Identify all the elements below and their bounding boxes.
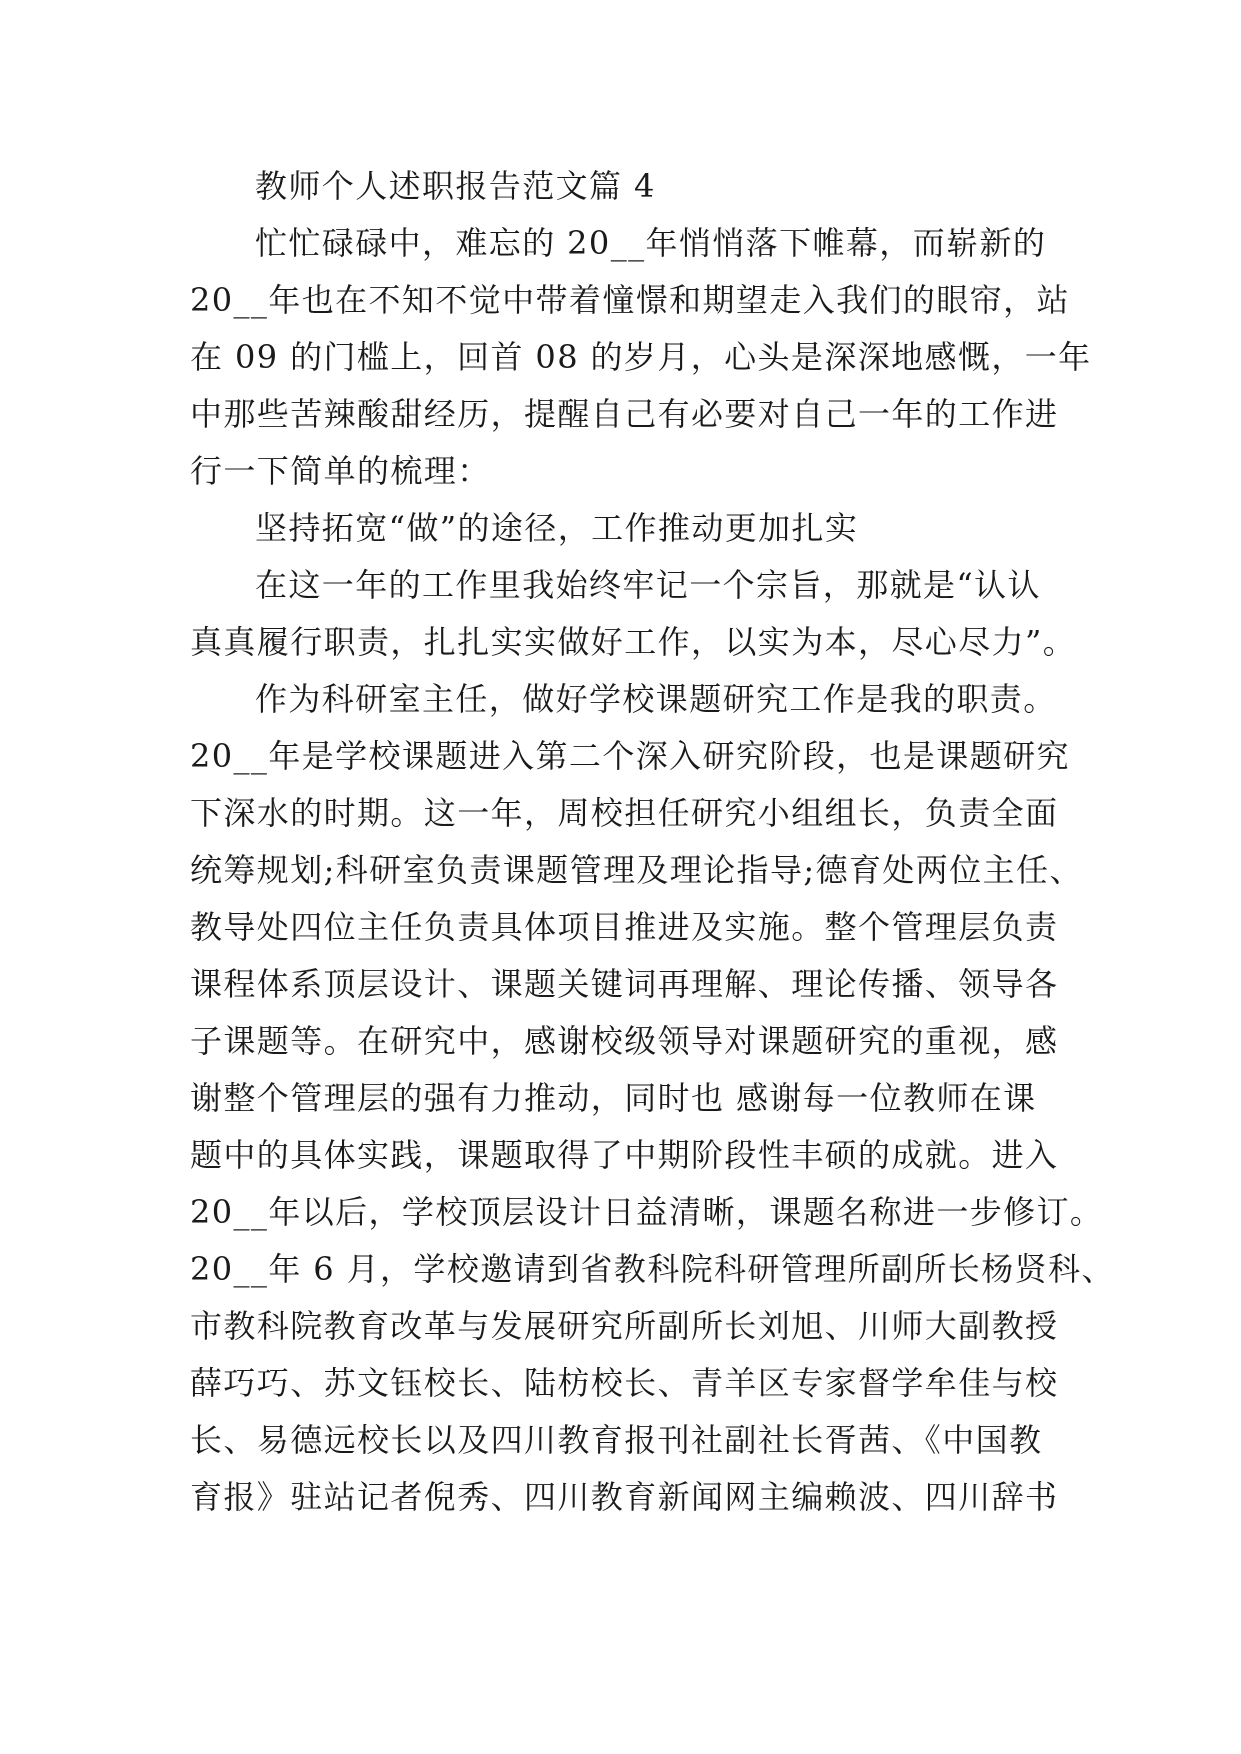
text-line: 20__年也在不知不觉中带着憧憬和期望走入我们的眼帘，站: [190, 281, 1070, 319]
text-line: 下深水的时期。这一年，周校担任研究小组组长，负责全面: [190, 794, 1059, 832]
text-line: 谢整个管理层的强有力推动，同时也 感谢每一位教师在课: [190, 1079, 1037, 1117]
document-title: 教师个人述职报告范文篇 4: [255, 167, 656, 205]
text-line: 作为科研室主任，做好学校课题研究工作是我的职责。: [255, 680, 1057, 718]
text-line: 题中的具体实践，课题取得了中期阶段性丰硕的成就。进入: [190, 1136, 1059, 1174]
text-line: 薛巧巧、苏文钰校长、陆枋校长、青羊区专家督学牟佳与校: [190, 1364, 1059, 1402]
text-line: 忙忙碌碌中，难忘的 20__年悄悄落下帷幕，而崭新的: [255, 224, 1047, 262]
text-line: 课程体系顶层设计、课题关键词再理解、理论传播、领导各: [190, 965, 1059, 1003]
section-heading: 坚持拓宽“做”的途径，工作推动更加扎实: [255, 509, 859, 547]
text-line: 育报》驻站记者倪秀、四川教育新闻网主编赖波、四川辞书: [190, 1478, 1059, 1516]
text-line: 20__年是学校课题进入第二个深入研究阶段，也是课题研究: [190, 737, 1070, 775]
text-line: 20__年 6 月，学校邀请到省教科院科研管理所副所长杨贤科、: [190, 1250, 1115, 1288]
text-line: 真真履行职责，扎扎实实做好工作，以实为本，尽心尽力”。: [190, 623, 1077, 661]
text-line: 长、易德远校长以及四川教育报刊社副社长胥茜、《中国教: [190, 1421, 1043, 1459]
text-line: 在 09 的门槛上，回首 08 的岁月，心头是深深地感慨，一年: [190, 338, 1092, 376]
text-line: 市教科院教育改革与发展研究所副所长刘旭、川师大副教授: [190, 1307, 1059, 1345]
text-line: 教导处四位主任负责具体项目推进及实施。整个管理层负责: [190, 908, 1059, 946]
text-line: 中那些苦辣酸甜经历，提醒自己有必要对自己一年的工作进: [190, 395, 1059, 433]
text-line: 行一下简单的梳理：: [190, 452, 491, 490]
text-line: 统筹规划;科研室负责课题管理及理论指导;德育处两位主任、: [190, 851, 1083, 889]
text-line: 子课题等。在研究中，感谢校级领导对课题研究的重视，感: [190, 1022, 1059, 1060]
text-line: 20__年以后，学校顶层设计日益清晰，课题名称进一步修订。: [190, 1193, 1104, 1231]
text-line: 在这一年的工作里我始终牢记一个宗旨，那就是“认认: [255, 566, 1041, 604]
